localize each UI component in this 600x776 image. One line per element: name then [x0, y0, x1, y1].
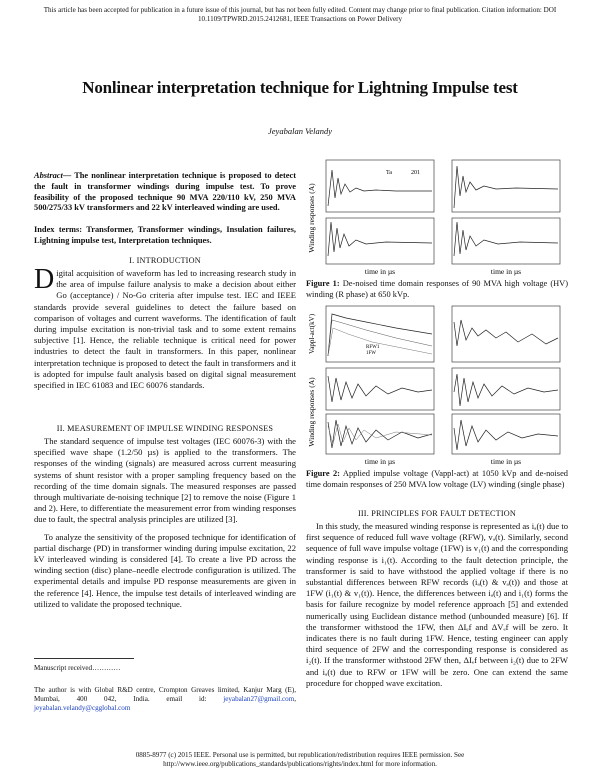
svg-text:Ta: Ta: [386, 170, 392, 176]
header-line-2: 10.1109/TPWRD.2015.2412681, IEEE Transactions on Power Delivery: [197, 15, 403, 23]
section-heading-measurement: II. MEASUREMENT OF IMPULSE WINDING RESPONSES: [56, 424, 274, 433]
header-line-1: This article has been accepted for publication in a future issue of this journal, but has not been fully edited. Content may change prior to final publication. Citation information: DOI: [43, 6, 557, 14]
figure-1-ylabel: Winding responses (A): [307, 183, 316, 253]
figure-2-panel-response-2: [326, 368, 434, 410]
figure-1-caption-text: De-noised time domain responses of 90 MVA high voltage (HV) winding (R phase) at 650 kVp.: [306, 279, 568, 299]
svg-text:RFW1: RFW1: [366, 345, 380, 350]
intro-paragraph: [34, 264, 296, 391]
author-affiliation: The author is with Global R&D centre, Crompton Greaves limited, Kanjur Marg (E), Mumbai, 400 042, India. email id: jeyabalan27@gmail.com, jeyabalan.velandy@cgglobal.com: [34, 686, 296, 712]
abstract: [34, 171, 296, 214]
figure-1-plots: [306, 156, 568, 278]
intro-text: igital acquisition of waveform has led to increasing research study in the area of impulse failure analysis to make a decision about either Go (acceptance) / No-Go criteria after impulse test. IEC and IEEE standards provide several guidelines to detect the failure based on comparison of voltages and current waveforms. The identification of fault during impulse excitation is non-trivial task and to some extent remains subjective [1]. Hence, the reliable technique is critical need for power industries to detect the fault in transformers. In this paper, nonlinear interpretation technique is proposed to detect the fault in transformers and it is adopted for impulse fault analysis based on digital signal measurement specified in IEC 61083 and IEC 60076 standards.: [34, 268, 296, 391]
page-header: [30, 6, 570, 24]
email-link-2[interactable]: jeyabalan.velandy@cgglobal.com: [34, 704, 131, 712]
figure-1-xlabel-right: time in µs: [490, 267, 522, 276]
svg-text:1FW: 1FW: [366, 351, 376, 356]
author-name: Jeyabalan Velandy: [268, 126, 332, 136]
figure-2-caption: [306, 469, 568, 491]
paper-title: Nonlinear interpretation technique for Lightning Impulse test: [82, 78, 518, 97]
footer-line-1: 0885-8977 (c) 2015 IEEE. Personal use is permitted, but republication/redistribution requires IEEE permission. See: [135, 751, 465, 759]
figure-1-label: Figure 1:: [306, 279, 340, 288]
figure-1-caption: [306, 279, 568, 301]
figure-2-panel-voltage: [326, 306, 434, 362]
principles-text: [306, 521, 568, 689]
footer-line-2[interactable]: http://www.ieee.org/publications_standards/publications/rights/index.html for more information.: [163, 760, 437, 768]
principles-paragraph: In this study, the measured winding response is represented as iₐ(t) due to first sequence of reduced full wave voltage (RFW), vₐ(t). Similarly, second sequence of full wave impulse voltage (1FW) is v₁(t) and the corresponding winding response is i₁(t). According to the fault detection principle, the transformer is said to have withstood the applied voltage if there is no substantial differences between RFW records (iₐ(t) & vₐ(t)) and those at 1FW (i₁(t) & v₁(t)). Hence, the differences between iₐ(t) and i₁(t) forms the basis for failure recognize by model reference approach [5] and extended numerically using Euclidean distance method (unbounded measure) [6]. If the transformer withstood the 1FW, then ΔIₑf and ΔVₑf will be zero. It indicates there is no fault during 1FW. Hence, testing engineer can apply third sequence of 2FW and the corresponding response is considered as i₂(t). If the transformer withstood 2FW then, ΔIₑf between i₂(t) due to 2FW and iₐ(t) due to RFW or 1FW will be zero. One can extend the same procedure for chopped wave excitation.: [306, 521, 568, 688]
figure-1-panel-bottom-left: [326, 218, 434, 264]
index-terms-text: Transformer, Transformer windings, Insulation failures, Lightning impulse test, Interpretation techniques.: [34, 225, 296, 245]
measurement-paragraph-2: To analyze the sensitivity of the proposed technique for identification of partial discharge (PD) in transformer winding during impulse excitation, 22 kV interleaved winding is considered [4]. To create a live PD across the winding section (disc) plane–needle electrode configuration is utilized. The experimental details and impulse PD response measurements are given in the reference [4]. Hence, the impulse test details of interleaved winding are utilized to validate the proposed technique.: [34, 531, 296, 609]
abstract-text: The nonlinear interpretation technique is proposed to detect the fault in transformer windings during impulse test. To prove feasibility of the proposed technique 90 MVA 220/110 kV, 250 MVA 500/275/33 kV transformers and 22 kV interleaved winding are used.: [34, 171, 296, 213]
figure-2-label: Figure 2:: [306, 469, 340, 478]
page-footer: [30, 751, 570, 769]
svg-text:201: 201: [411, 170, 420, 176]
footnote-divider: [34, 658, 134, 659]
section-heading-principles: III. PRINCIPLES FOR FAULT DETECTION: [357, 509, 517, 518]
manuscript-received: Manuscript received…………: [34, 664, 121, 672]
figure-2-panel-response-4: [326, 414, 434, 454]
figure-2-ylabel-bottom: Winding responses (A): [307, 377, 316, 447]
figure-2-panel-response-1: [452, 306, 560, 362]
figure-2-xlabel-right: time in µs: [490, 457, 522, 466]
email-link-1[interactable]: jeyabalan27@gmail.com: [223, 695, 295, 703]
measurement-paragraph-1: The standard sequence of impulse test voltages (IEC 60076-3) with the specified wave shape (1.2/50 µs) is applied to the transformers. The responses of the winding (signals) are measured across current measuring systems of shunt resistor with a proper sampling frequency based on the recording of the time domain signals. The measured responses are passed through multivariate de-noising technique [2] to remove the noise (Figure 1 and 2). Here, to differentiate the measurement error from winding responses due to fault, the spectral analysis principles are utilized [3].: [34, 436, 296, 525]
affiliation-text: The author is with Global R&D centre, Crompton Greaves limited, Kanjur Marg (E), Mumbai, 400 042, India. email id:: [34, 686, 296, 703]
figure-2-plots: [306, 302, 568, 466]
figure-2-panel-response-3: [452, 368, 560, 410]
drop-cap: D: [34, 264, 55, 295]
figure-1-panel-bottom-right: [452, 218, 560, 264]
figure-1-xlabel-left: time in µs: [364, 267, 396, 276]
figure-2-panel-response-5: [452, 414, 560, 454]
figure-2-caption-text: Applied impulse voltage (Vappl-act) at 1050 kVp and de-noised time domain responses of 250 MVA low voltage (LV) winding (single phase): [306, 469, 568, 489]
measurement-text: [34, 436, 296, 610]
figure-2-ylabel-top: Vappl-act(kV): [308, 313, 316, 355]
figure-2-xlabel-left: time in µs: [364, 457, 396, 466]
figure-1-panel-top-right: [452, 160, 560, 212]
abstract-label: Abstract—: [34, 171, 72, 180]
index-terms: [34, 225, 296, 247]
section-heading-introduction: I. INTRODUCTION: [129, 256, 201, 265]
index-terms-label: Index terms:: [34, 225, 83, 234]
figure-1-panel-top-left: [326, 160, 434, 212]
